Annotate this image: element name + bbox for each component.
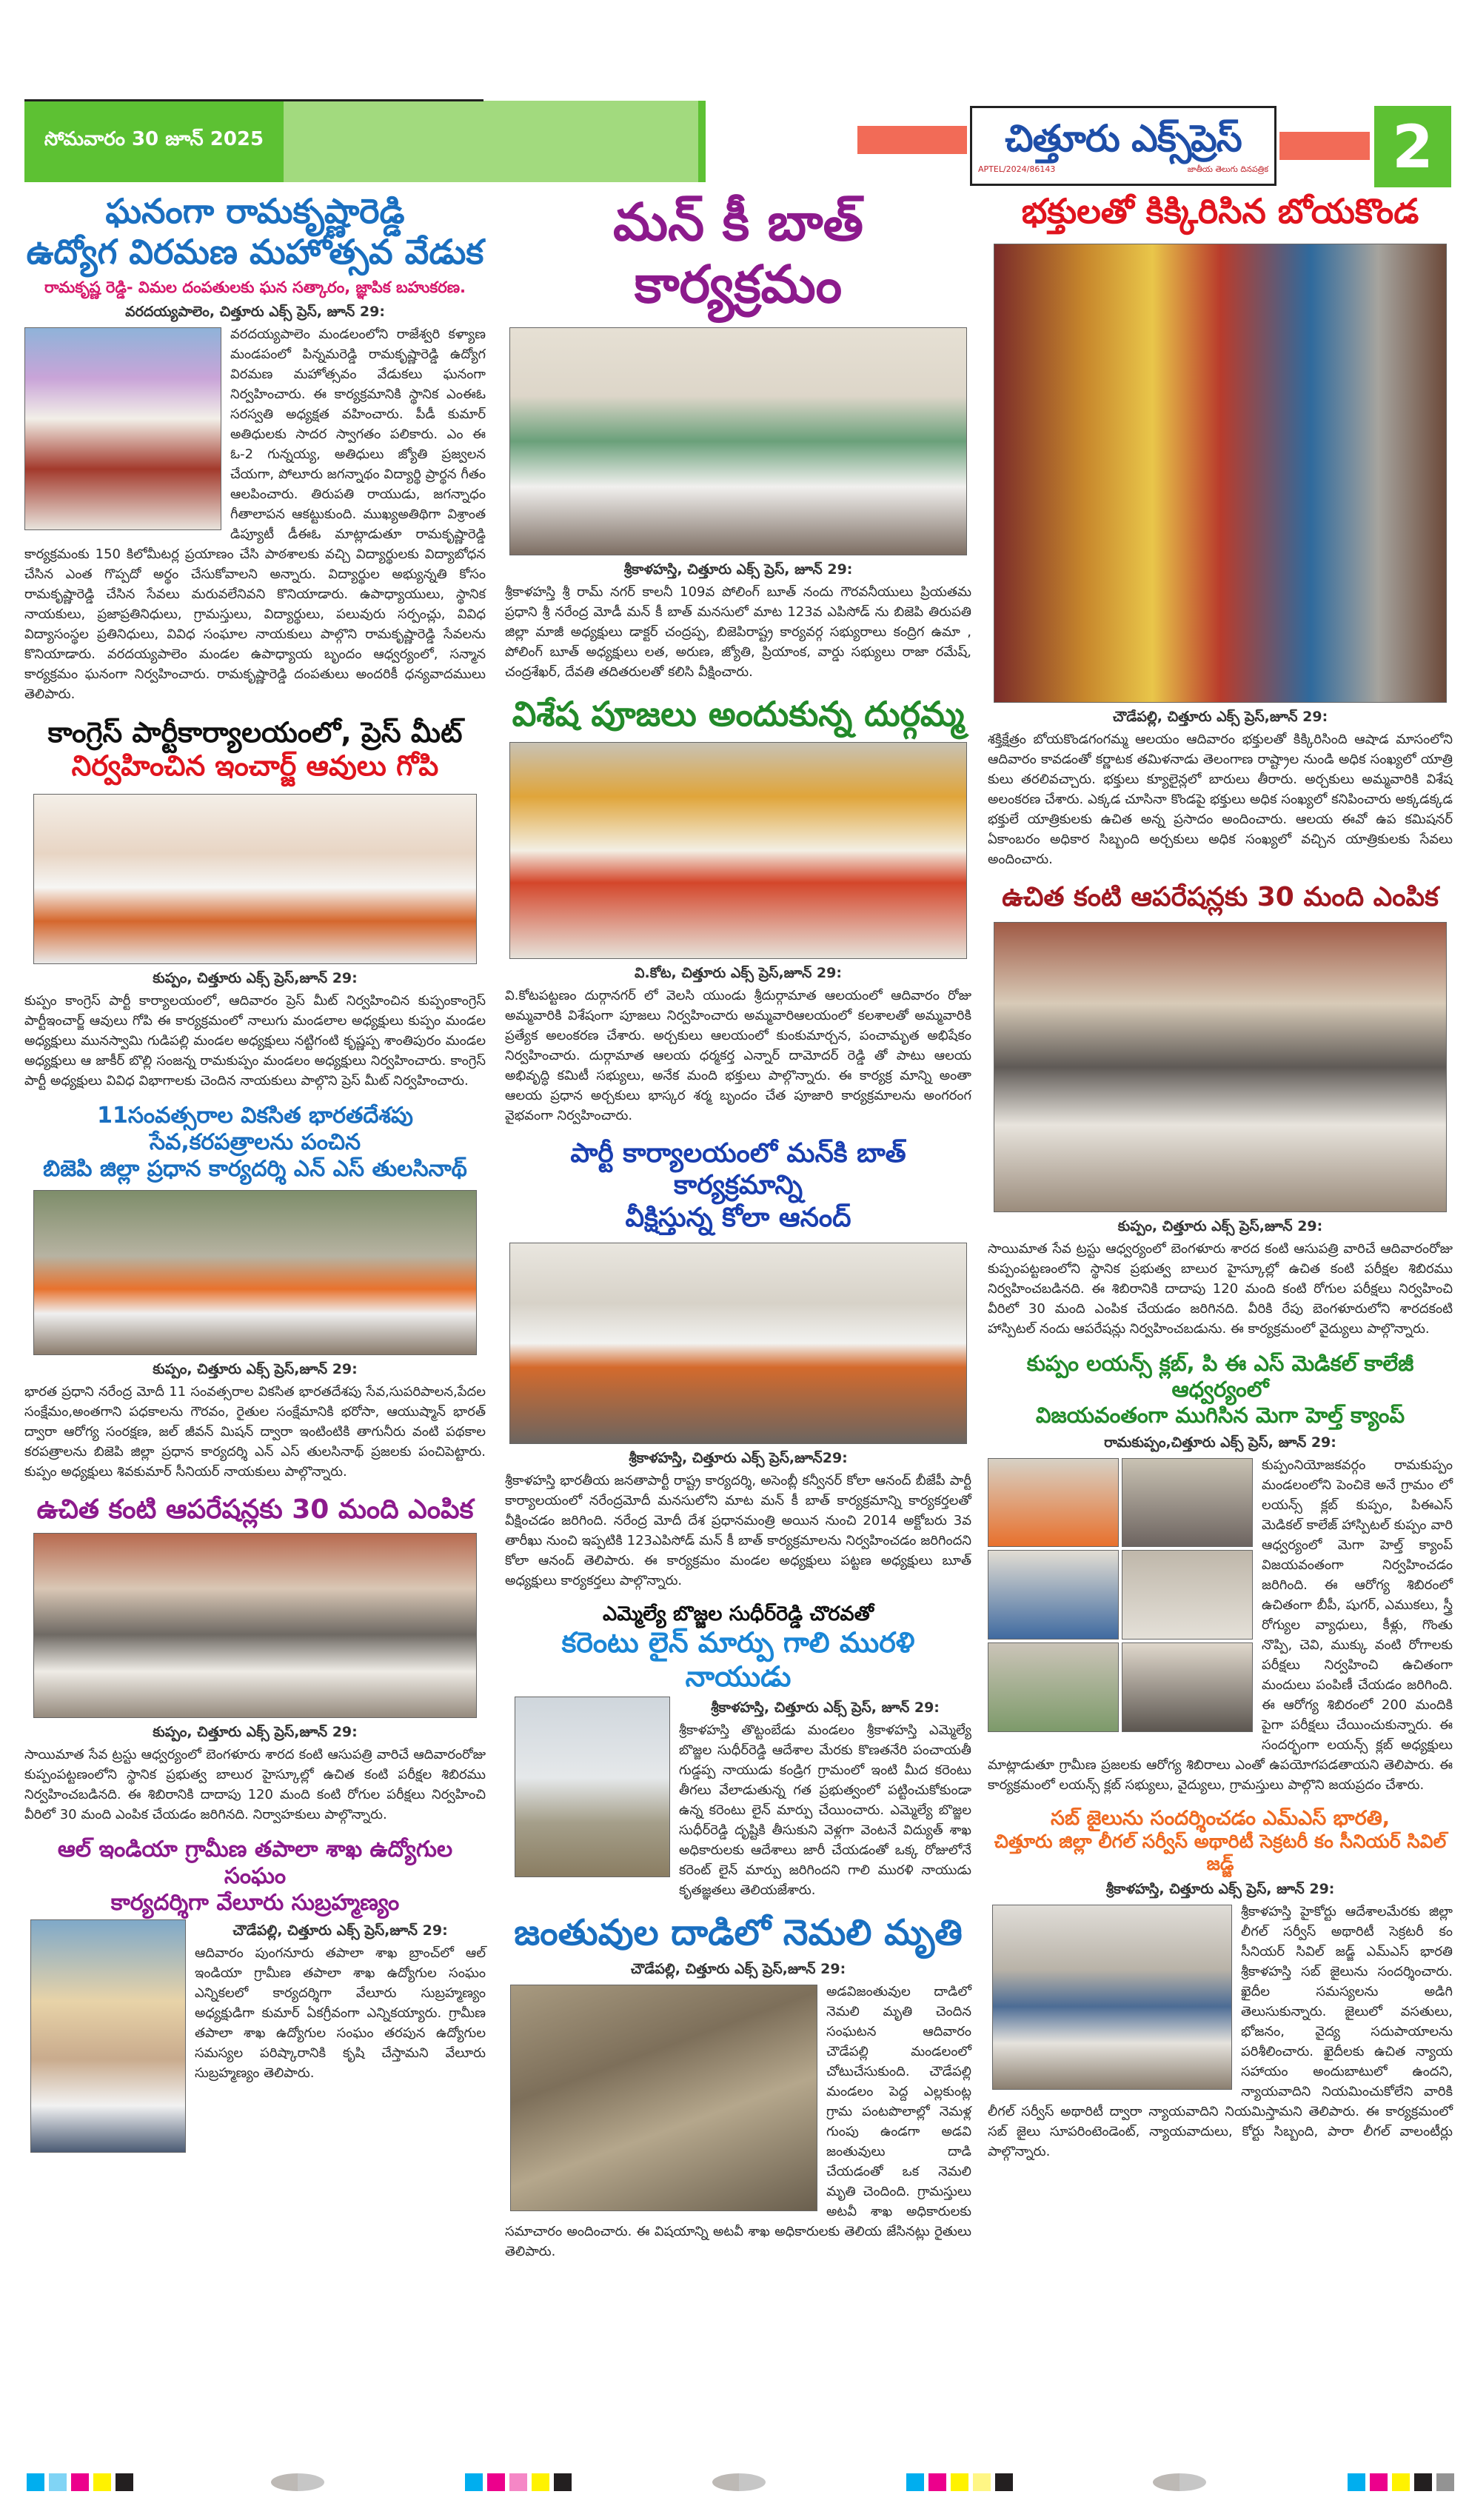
gray-registration-mark xyxy=(712,2473,766,2491)
article-mann-ki-baat xyxy=(505,191,971,682)
photo-retirement-ceremony xyxy=(24,327,221,530)
dateline: శ్రీకాళహస్తి, చిత్తూరు ఎక్స్ ప్రెస్, జూన్ 29: xyxy=(1105,1881,1335,1898)
article-body: శ్రీకాళహస్తి హైకోర్టు ఆదేశాలమేరకు జిల్లా లీగల్ సర్వీస్ అథారిటీ సెక్రటరీ కం సీనియర్ సివిల్ జడ్జ్ ఎమ్ఎస్ భారతి శ్రీకాళహస్తి సబ్ జైలును సందర్శించారు. ఖైదీల సమస్యలను అడిగి తెలుసుకున్నారు. జైలులో వసతులు, భోజనం, వైద్య సదుపాయాలను పరిశీలించారు. ఖైదీలకు ఉచిత న్యాయ సహాయం అందుబాటులో ఉందని, న్యాయవాదిని నియమించుకోలేని వారికి లీగల్ సర్వీస్ అథారిటీ ద్వారా న్యాయవాదిని నియమిస్తామని తెలిపారు. ఈ కార్యక్రమంలో సబ్ జైలు సూపరింటెండెంట్, న్యాయవాదులు, కోర్టు సిబ్బంది, పారా లీగల్ వాలంటీర్లు పాల్గొన్నారు. xyxy=(988,1904,1453,2160)
headline: కార్యదర్శిగా వేలూరు సుబ్రహ్మణ్యం xyxy=(110,1889,400,1916)
article-body: శ్రీకాళహస్తి భారతీయ జనతాపార్టీ రాష్ట్ర కార్యదర్శి, అసెంబ్లీ కన్వీనర్ కోలా ఆనంద్ బీజేపీ పార్టీ కార్యాలయంలో నరేంద్రమోదీ మనసులోని మాట మన్ కీ బాత్ కార్యక్రమాన్ని కార్యకర్తలతో వీక్షించడం జరిగింది. నరేంద్ర మోదీ దేశ ప్రధానమంత్రి అయిన నుంచి 2014 అక్టోబరు 3వ తారీఖు నుంచి ఇప్పటికి 123ఎపిసోడ్ మన్ కీ బాత్ కార్యక్రమాలను నిర్వహించడం జరిగిందని కోలా ఆనంద్ తెలిపారు. ఈ కార్యక్రమం మండల అధ్యక్షులు పట్టణ అధ్యక్షులు బూత్ అధ్యక్షులు కార్యకర్తలు పాల్గొన్నారు. xyxy=(505,1472,971,1588)
dateline: రామకుప్పం,చిత్తూరు ఎక్స్ ప్రెస్, జూన్ 29: xyxy=(1104,1434,1336,1451)
article-body: సాయిమాత సేవ ట్రస్టు ఆధ్వర్యంలో బెంగళూరు శారద కంటి ఆసుపత్రి వారిచే ఆదివారంరోజు కుప్పంపట్టణంలోని స్థానిక ప్రభుత్వ బాలుర హైస్కూల్లో ఉచిత కంటి పరీక్షల శిబిరము నిర్వహించబడినది. ఈ శిబిరానికి దాదాపు 120 మంది కంటి రోగుల పరీక్షలు నిర్వహించి వీరిలో 30 మంది ఎంపిక చేయడం జరిగినది. నిర్వాహకులు పాల్గొన్నారు. xyxy=(24,1746,486,1822)
article-retirement xyxy=(24,191,486,704)
header-rule xyxy=(24,99,483,101)
color-registration-mark xyxy=(465,2473,572,2491)
coral-bar-right xyxy=(1279,132,1370,160)
article-body: శ్రీకాళహస్తి శ్రీ రామ్ నగర్ కాలనీ 109వ పోలింగ్ బూత్ నందు గౌరవనీయులు ప్రియతమ ప్రధాని శ్రీ నరేంద్ర మోడీ మన్ కీ బాత్ మనసులో మాట 123వ ఎపిసోడ్ ను బిజెపి తిరుపతి జిల్లా మాజీ అధ్యక్షులు డాక్టర్ చంద్రప్ప, బిజెపిరాష్ట్ర కార్యవర్గ సభ్యురాలు కంద్రిగ ఉమా , పోలింగ్ బూత్ అధ్యక్షులు లత, అరుణ, జ్యోతి, ప్రియాంక, వార్డు సభ్యులు రాజా రమేష్, చంద్రశేఖర్, దేవతి తదితరులతో కలిసి వీక్షించారు. xyxy=(505,584,971,680)
article-body: శ్రీకాళహస్తి తొట్టంబేడు మండలం శ్రీకాళహస్తి ఎమ్మెల్యే బొజ్జల సుధీర్‌రెడ్డి ఆదేశాల మేరకు కొణతనేరి పంచాయతీ గుడ్డప్ప నాయుడు కండ్రిగ గ్రామంలో ఇంటి మీద కరెంటు తీగలు వేలాడుతున్న గత ప్రభుత్వంలో పట్టించుకోకుండా ఉన్న కరెంటు లైన్ మార్పు చేయించారు. ఎమ్మెల్యే బొజ్జల సుధీర్‌రెడ్డి దృష్టికి తీసుకుని వెళ్లగా వెంటనే విద్యుత్ శాఖ అధికారులకు ఆదేశాలు జారీ చేయడంతో ఒక్క రోజులోనే కరెంట్ లైన్ మార్పు జరిగిందని గాలి మురళి నాయుడు కృతజ్ఞతలు తెలియజేశారు. xyxy=(679,1722,971,1899)
headline: పార్టీ కార్యాలయంలో మన్‌కి బాత్ కార్యక్రమాన్ని xyxy=(570,1138,906,1201)
article-body: అడవిజంతువుల దాడిలో నెమలి మృతి చెందిన సంఘటన ఆదివారం చౌడేపల్లి మండలంలో చోటుచేసుకుంది. చౌడేపల్లి మండలం పెద్ద ఎల్లకుంట్ల గ్రామ పంటపొలాల్లో నెమళ్ల గుంపు ఉండగా అడవి జంతువులు దాడి చేయడంతో ఒక నెమలి మృతి చెందింది. గ్రామస్తులు అటవీ శాఖ అధికారులకు సమాచారం అందించారు. ఈ విషయాన్ని అటవీ శాఖ అధికారులకు తెలియ జేసినట్లు రైతులు తెలిపారు. xyxy=(505,1983,971,2259)
article-sub-jail-visit xyxy=(988,1807,1453,2162)
headline: ఆల్ ఇండియా గ్రామీణ తపాలా శాఖ ఉద్యోగుల సంఘం xyxy=(57,1836,453,1889)
dateline: చౌడేపల్లి, చిత్తూరు ఎక్స్ ప్రెస్,జూన్ 29: xyxy=(232,1922,448,1939)
right-column xyxy=(988,191,1453,2173)
article-bjp-pamphlets xyxy=(24,1103,486,1482)
headline: ఎమ్మెల్యే బొజ్జల సుధీర్‌రెడ్డి చొరవతో xyxy=(603,1602,874,1625)
logo-tagline: జాతీయ తెలుగు దినపత్రిక xyxy=(1187,164,1268,174)
article-body: కుప్పం కాంగ్రెస్ పార్టీ కార్యాలయంలో, ఆదివారం ప్రెస్ మీట్ నిర్వహించిన కుప్పంకాంగ్రెస్ పార్టీఇంచార్జ్ ఆవులు గోపి ఈ కార్యక్రమంలో నాలుగు మండలాల అధ్యక్షులు కుప్పం మండల అధ్యక్షులు మునస్వామి గుడిపల్లి మండల అధ్యక్షులు నట్టిగంటి కృష్ణప్ప శాంతిపురం మండల అధ్యక్షులు ఆ జాకీర్ బొల్లి సంజన్న రామకుప్పం మండలం అధ్యక్షులు నిర్వహించారు. కాంగ్రెస్ పార్టీ అధ్యక్షులు వివిధ విభాగాలకు చెందిన నాయకులు పాల్గొని ప్రెస్ మీట్ నిర్వహించారు. xyxy=(24,992,486,1089)
photo-durgamma-pooja xyxy=(509,742,967,959)
article-kola-anand xyxy=(505,1137,971,1591)
page-number: 2 xyxy=(1392,112,1433,181)
headline: వీక్షిస్తున్న కోలా ఆనంద్ xyxy=(625,1202,851,1233)
headline: మన్ కీ బాత్ కార్యక్రమం xyxy=(613,192,863,315)
left-column xyxy=(24,191,486,2169)
headline: సబ్ జైలును సందర్శించడం ఎమ్ఎస్ భారతి, xyxy=(1051,1806,1390,1830)
photo-press-meet xyxy=(33,794,477,964)
color-registration-mark xyxy=(906,2473,1013,2491)
article-eye-camp xyxy=(24,1494,486,1825)
date-box xyxy=(24,101,284,182)
color-registration-mark xyxy=(1348,2473,1454,2491)
headline: కుప్పం లయన్స్ క్లబ్, పి ఈ ఎస్ మెడికల్ కాలేజీ ఆధ్వర్యంలో xyxy=(1026,1351,1414,1403)
photo-eye-camp xyxy=(33,1533,477,1718)
headline: ఘనంగా రామకృష్ణారెడ్డి xyxy=(105,191,405,231)
dateline: చౌడేపల్లి, చిత్తూరు ఎక్స్ ప్రెస్,జూన్ 29: xyxy=(1112,709,1328,726)
photo-health-camp xyxy=(1122,1550,1253,1640)
photo-health-camp xyxy=(988,1458,1119,1548)
photo-dead-peacock xyxy=(510,1985,817,2211)
photo-bjp-pamphlets xyxy=(33,1190,477,1355)
gray-registration-mark xyxy=(271,2473,324,2491)
page-number-box xyxy=(1374,106,1451,187)
dateline: కుప్పం, చిత్తూరు ఎక్స్ ప్రెస్,జూన్ 29: xyxy=(153,969,358,986)
photo-mann-ki-baat xyxy=(509,327,967,555)
headline: విశేష పూజలు అందుకున్న దుర్గమ్మ xyxy=(512,694,965,734)
dateline: కుప్పం, చిత్తూరు ఎక్స్ ప్రెస్,జూన్ 29: xyxy=(153,1360,358,1377)
coral-bar-left xyxy=(857,126,967,154)
article-body: సాయిమాత సేవ ట్రస్టు ఆధ్వర్యంలో బెంగళూరు శారద కంటి ఆసుపత్రి వారిచే ఆదివారంరోజు కుప్పంపట్టణంలోని స్థానిక ప్రభుత్వ బాలుర హైస్కూల్లో ఉచిత కంటి పరీక్షల శిబిరము నిర్వహించబడినది. ఈ శిబిరానికి దాదాపు 120 మంది కంటి రోగుల పరీక్షలు నిర్వహించి వీరిలో 30 మంది ఎంపిక చేయడం జరిగినది. వీరికి రేపు బెంగళూరులోని శారదకంటి హాస్పిటల్ నందు ఆపరేషన్లు నిర్వహించబడును. ఈ కార్యక్రమంలో వైద్యులు పాల్గొన్నారు. xyxy=(988,1241,1453,1337)
headline: సేవ,కరపత్రాలను పంచిన xyxy=(149,1129,361,1155)
issue-date: సోమవారం 30 జూన్ 2025 xyxy=(44,128,264,150)
article-body: ఆదివారం పుంగనూరు తపాలా శాఖ బ్రాంచ్‌లో ఆల్ ఇండియా గ్రామీణ తపాలా శాఖ ఉద్యోగుల సంఘం ఎన్నికలలో కార్యదర్శిగా వేలూరు సుబ్రహ్మణ్యం అధ్యక్షుడిగా కుమార్ ఏకగ్రీవంగా ఎన్నికయ్యారు. గ్రామీణ తపాలా శాఖ ఉద్యోగుల సంఘం తరపున ఉద్యోగుల సమస్యల పరిష్కారానికి కృషి చేస్తామని వేలూరు సుబ్రహ్మణ్యం తెలిపారు. xyxy=(195,1945,486,2081)
photo-health-camp xyxy=(988,1642,1119,1732)
page-columns xyxy=(24,191,1453,2273)
headline: ఉద్యోగ విరమణ మహోత్సవ వేడుక xyxy=(26,232,484,273)
dateline: వి.కోట, చిత్తూరు ఎక్స్ ప్రెస్,జూన్ 29: xyxy=(635,965,842,982)
color-registration-mark xyxy=(27,2473,133,2491)
dateline: శ్రీకాళహస్తి, చిత్తూరు ఎక్స్ ప్రెస్,జూన్29: xyxy=(629,1449,848,1466)
photo-kola-anand xyxy=(509,1243,967,1444)
headline: 11సంవత్సరాల వికసిత భారతదేశపు xyxy=(97,1102,413,1129)
article-body: వరదయ్యపాలెం మండలంలోని రాజేశ్వరి కళ్యాణ మండపంలో పిన్నమరెడ్డి రామకృష్ణారెడ్డి ఉద్యోగ విరమణ మహోత్సవం వేడుకలు ఘనంగా నిర్వహించారు. ఈ కార్యక్రమానికి స్థానిక ఎంఈఓ సరస్వతి అధ్యక్షత వహించారు. పీడీ కుమార్ అతిధులకు సాదర స్వాగతం పలికారు. ఎం ఈ ఓ-2 గున్నయ్య, అతిధులు జ్యోతి ప్రజ్వలన చేయగా, పోలూరు జగన్నాథం విద్యార్థి ప్రార్థన గీతం ఆలపించారు. తిరుపతి రాయుడు, జగన్నాధం గీతాలాపన ఆకట్టుకుంది. ముఖ్యఅతిథిగా విశ్రాంత డిప్యూటీ డీఈఓ మాట్లాడుతూ రామకృష్ణారెడ్డి కార్యక్రమంకు 150 కిలోమీటర్ల ప్రయాణం చేసి పాఠశాలకు వచ్చి విద్యార్థులకు విద్యాబోధన చేసిన ఎంత గొప్పదో అర్థం చేసుకోవాలని అన్నారు. విద్యార్థుల అభ్యున్నతి కోసం రామకృష్ణారెడ్డి చేసిన సేవలు మరువలేనివని కొనియాడారు. ఉపాధ్యాయులు, స్థానిక నాయకులు, ప్రజాప్రతినిధులు, గ్రామస్తులు, విద్యార్థులు, పలువురు సర్పంచ్లు, వివిధ విద్యాసంస్థల ప్రతినిధులు, వివిధ సంఘాల నాయకులు పాల్గొని రామకృష్ణారెడ్డి సేవలను కొనియాడారు. వరదయ్యపాలెం మండల ఉపాధ్యాయ బృందం ఆధ్వర్యంలో, సన్మాన కార్యక్రమం ఘనంగా నిర్వహించారు. రామకృష్ణారెడ్డి దంపతులు అందరికీ ధన్యవాదములు తెలిపారు. xyxy=(24,326,486,702)
headline: కాంగ్రెస్ పార్టీకార్యాలయంలో, ప్రెస్ మీట్ xyxy=(47,715,463,749)
article-body: శక్తిక్షేత్రం బోయకొండగంగమ్మ ఆలయం ఆదివారం భక్తులతో కిక్కిరిసింది ఆషాడ మాసంలోని ఆదివారం కావడంతో కర్ణాటక తమిళనాడు తెలంగాణ రాష్ట్రాల నుండి అధిక సంఖ్యలో యాత్రి కులు తరలివచ్చారు. భక్తులు క్యూలైన్లలో బారులు తీరారు. అర్చకులు అమ్మవారికి విశేష అలంకరణ చేశారు. ఎక్కడ చూసినా కొండపై భక్తులు అధిక సంఖ్యలో కనిపించారు అక్కడక్కడ భక్తులే యాత్రికులకు ఉచిత అన్న ప్రసాదం అందించారు. ఆలయ ఈవో ఉప కమిషనర్ ఏకాంబరం అధికార సిబ్బంది అర్చకులు అధిక సంఖ్యలో వచ్చిన యాత్రికులకు సేవలు అందించారు. xyxy=(988,732,1453,868)
headline: బిజెపి జిల్లా ప్రధాన కార్యదర్శి ఎన్ ఎస్ తులసినాథ్ xyxy=(43,1155,467,1182)
dateline: శ్రీకాళహస్తి, చిత్తూరు ఎక్స్ ప్రెస్, జూన్ 29: xyxy=(711,1700,940,1717)
gray-registration-mark xyxy=(1153,2473,1206,2491)
headline: ఉచిత కంటి ఆపరేషన్లకు 30 మంది ఎంపిక xyxy=(36,1494,474,1525)
headline: జంతువుల దాడిలో నెమలి మృతి xyxy=(514,1912,963,1954)
headline: నిర్వహించిన ఇంచార్జ్ ఆవులు గోపి xyxy=(71,749,439,783)
article-postal-union xyxy=(24,1836,486,2157)
headline: భక్తులతో కిక్కిరిసిన బోయకొండ xyxy=(1021,191,1419,231)
headline: విజయవంతంగా ముగిసిన మెగా హెల్త్ క్యాంప్ xyxy=(1035,1402,1405,1428)
dateline: కుప్పం, చిత్తూరు ఎక్స్ ప్రెస్,జూన్ 29: xyxy=(153,1723,358,1740)
headline: చిత్తూరు జిల్లా లీగల్ సర్వీస్ అథారిటీ సెక్రటరీ కం సీనియర్ సివిల్ జడ్జ్ xyxy=(994,1831,1447,1875)
photo-boyakonda-deity xyxy=(994,244,1447,703)
photo-eye-camp-2 xyxy=(994,922,1447,1212)
headline: కరెంటు లైన్ మార్పు గాలి మురళి నాయుడు xyxy=(561,1626,915,1693)
date-banner xyxy=(24,101,706,182)
center-column xyxy=(505,191,971,2273)
article-body: భారత ప్రధాని నరేంద్ర మోదీ 11 సంవత్సరాల వికసిత భారతదేశపు సేవ,సుపరిపాలన,పేదల సంక్షేమం,అంతగాని పధకాలను గౌరవం, రైతుల సంక్షేమానికి భరోసా, ఆయుష్మాన్ భారత్ ద్వారా ఆరోగ్య సంరక్షణ, జల్ జీవన్ మిషన్ ద్వారా ఇంటింటికి తాగునీరు వంటి పథకాల కరపత్రాలను బిజెపి జిల్లా ప్రధాన కార్యదర్శి ఎన్ ఎస్ తులసినాథ్ ప్రజలకు పంచిపెట్టారు. కుప్పం అధ్యక్షులు శివకుమార్ సీనియర్ నాయకులు పాల్గొన్నారు. xyxy=(24,1383,486,1480)
article-peacock xyxy=(505,1912,971,2262)
dateline: చౌడేపల్లి, చిత్తూరు ఎక్స్ ప్రెస్,జూన్ 29: xyxy=(630,1960,846,1977)
masthead-logo xyxy=(970,106,1276,186)
photo-collage-health-camp xyxy=(988,1458,1253,1732)
logo-reg: APTEL/2024/86143 xyxy=(978,164,1056,174)
article-eye-camp-2 xyxy=(988,881,1453,1339)
subheadline: రామకృష్ణ రెడ్డి- విమల దంపతులకు ఘన సత్కారం, జ్ఞాపిక బహుకరణ. xyxy=(44,278,466,297)
article-boyakonda xyxy=(988,191,1453,869)
dateline: వరదయ్యపాలెం, చిత్తూరు ఎక్స్ ప్రెస్, జూన్ 29: xyxy=(125,303,385,320)
dateline: శ్రీకాళహస్తి, చిత్తూరు ఎక్స్ ప్రెస్, జూన్ 29: xyxy=(623,561,853,578)
article-health-camp xyxy=(988,1351,1453,1794)
headline: ఉచిత కంటి ఆపరేషన్లకు 30 మంది ఎంపిక xyxy=(1002,882,1439,913)
photo-sub-jail-visit xyxy=(992,1905,1232,2090)
article-body: కుప్పంనియోజకవర్గం రామకుప్పం మండలంలోని పెంచికె అనే గ్రామం లో లయన్స్ క్లబ్ కుప్పం, పిఈఎస్ మెడికల్ కాలేజ్ హాస్పిటల్ కుప్పం వారి ఆధ్వర్యంలో మెగా హెల్త్ క్యాంప్ విజయవంతంగా నిర్వహించడం జరిగింది. ఈ ఆరోగ్య శిబిరంలో ఉచితంగా బీపీ, షుగర్, ఎముకలు, స్త్రీ రోగ్యుల వ్యాధులు, కీళ్లు, గొంతు నొప్పి, చెవి, ముక్కు వంటి రోగాలకు పరీక్షలు నిర్వహించి ఉచితంగా మందులు పంపిణీ చేయడం జరిగింది. ఈ ఆరోగ్య శిబిరంలో 200 మందికి పైగా పరీక్షలు చేయించుకున్నారు. ఈ సందర్భంగా లయన్స్ క్లబ్ అధ్యక్షులు మాట్లాడుతూ గ్రామీణ ప్రజలకు ఆరోగ్య శిబిరాలు ఎంతో ఉపయోగపడతాయని తెలిపారు. ఈ కార్యక్రమంలో లయన్స్ క్లబ్ సభ్యులు, వైద్యులు, గ్రామస్తులు పాల్గొని జయప్రదం చేశారు. xyxy=(988,1457,1453,1793)
logo-text: చిత్తూరు ఎక్స్‌ప్రెస్ xyxy=(1005,117,1242,160)
photo-health-camp xyxy=(1122,1642,1253,1732)
article-durgamma xyxy=(505,694,971,1126)
article-body: వి.కోటపట్టణం దుర్గానగర్ లో వెలసి యుండు శ్రీదుర్గామాత ఆలయంలో ఆదివారం రోజు అమ్మవారికి విశేషంగా పూజలు నిర్వహించారు అమ్మవారిఆలయంలో కలశాలతో అమ్మవారికి ప్రత్యేక అలంకరణ చేశారు. అర్చకులు ఆలయంలో కుంకుమార్చన, పంచామృత అభిషేకం నిర్వహించారు. దుర్గామాత ఆలయ ధర్మకర్త ఎన్నార్ దామోదర్ రెడ్డి తో పాటు ఆలయ అభివృద్ధి కమిటీ సభ్యులు, అనేక మంది భక్తులు పాల్గొన్నారు. ఈ కార్యక్ర మాన్ని అంతా ఆలయ ప్రధాన అర్చకులు భాస్కర శర్మ బృందం చేత పూజారి కార్యక్రమాలను అంగరంగ వైభవంగా నిర్వహించారు. xyxy=(505,988,971,1124)
article-congress-press-meet xyxy=(24,716,486,1091)
photo-postal-union xyxy=(30,1919,186,2153)
dateline: కుప్పం, చిత్తూరు ఎక్స్ ప్రెస్,జూన్ 29: xyxy=(1117,1218,1323,1235)
photo-health-camp xyxy=(988,1550,1119,1640)
photo-health-camp xyxy=(1122,1458,1253,1548)
article-current-line xyxy=(505,1602,971,1901)
photo-current-line xyxy=(515,1697,670,1877)
